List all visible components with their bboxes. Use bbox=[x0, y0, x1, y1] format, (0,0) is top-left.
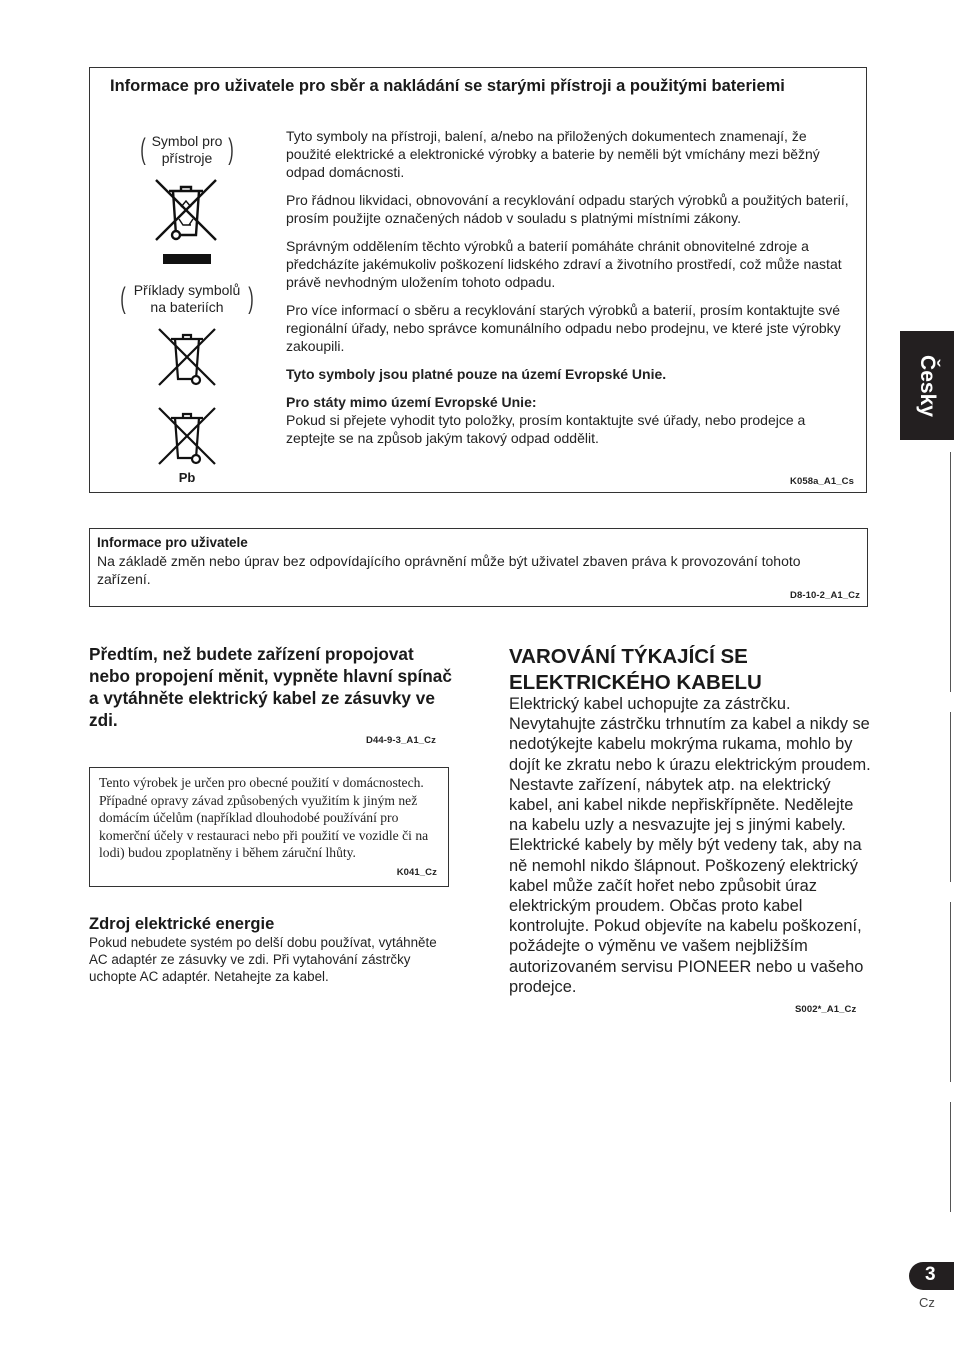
page-number-tab bbox=[909, 1262, 954, 1290]
weee-info-box bbox=[89, 67, 867, 493]
household-use-code: K041_Cz bbox=[396, 867, 437, 878]
weee-non-eu-text: Pokud si přejete vyhodit tyto položky, prosím kontaktujte své úřady, nebo prodejce a zeptejte se na způsob jakým takový odpad oddělit. bbox=[286, 412, 806, 446]
weee-text-column bbox=[286, 127, 852, 457]
page-language-code: Cz bbox=[919, 1295, 935, 1310]
side-divider-1 bbox=[950, 452, 951, 692]
weee-code: K058a_A1_Cs bbox=[790, 476, 854, 487]
page-number: 3 bbox=[925, 1264, 936, 1285]
disconnect-warning-code: D44-9-3_A1_Cz bbox=[366, 735, 436, 746]
weee-paragraph-3: Správným oddělením těchto výrobků a baterií pomáháte chránit obnovitelné zdroje a předcházíte jakémukoliv poškození lidského zdraví a životního prostředí, což může nastat právě nevhodným uložením tohoto odpadu. bbox=[286, 238, 842, 290]
cable-warning-code: S002*_A1_Cz bbox=[795, 1004, 857, 1015]
household-use-text: Tento výrobek je určen pro obecné použití v domácnostech. Případné opravy závad způsobených využitím k jiným než domácím účelům (například dlouhodobé používání pro komerční účely v restauraci nebo při použití ve vozidle či na lodi) budou zpoplatněny i během záruční lhůty. bbox=[99, 775, 429, 861]
pb-label: Pb bbox=[178, 470, 196, 485]
weee-non-eu-heading: Pro státy mimo území Evropské Unie: bbox=[286, 394, 537, 410]
language-tab-label: Česky bbox=[916, 354, 939, 417]
power-source-heading: Zdroj elektrické energie bbox=[89, 915, 275, 933]
disconnect-warning-heading: Předtím, než budete zařízení propojovat nebo propojení měnit, vypněte hlavní spínač a vytáhněte elektrický kabel ze zásuvky ve zdi. bbox=[89, 644, 452, 730]
battery-symbol-caption-line2: na bateriích bbox=[150, 299, 224, 315]
battery-symbol-caption-line1: Příklady symbolů bbox=[133, 282, 241, 298]
battery-bin-icon bbox=[156, 326, 218, 388]
power-source-text: Pokud nebudete systém po delší dobu používat, vytáhněte AC adaptér ze zásuvky ve zdi. Při vytahování zástrčky uchopte AC adaptér. Netahejte za kabel. bbox=[89, 935, 437, 984]
household-use-box bbox=[89, 767, 449, 887]
user-info-text: Na základě změn nebo úprav bez odpovídajícího oprávnění může být uživatel zbaven práva k provozování tohoto zařízení. bbox=[97, 553, 801, 587]
battery-pb-bin-icon bbox=[156, 405, 218, 467]
cable-warning-text: Elektrický kabel uchopujte za zástrčku. Nevytahujte zástrčku trhnutím za kabel a nikdy se nedotýkejte kabelu mokrýma rukama, mohlo by dojít ke zkratu nebo k úrazu elektrickým proudem. Nestavte zařízení, nábytek atp. na elektrický kabel, ani kabel nikde nepřiskřípněte. Nedělejte na kabelu uzly a nesvazujte jej s jinými kabely. Elektrické kabely by měly být vedeny tak, aby na ně nemohl nikdo šlápnout. Poškozený elektrický kabel může začít hořet nebo způsobit úraz elektrickým proudem. Občas proto kabel kontrolujte. Pokud objevíte na kabelu poškození, požádejte o výměnu ve vašem nejbližším autorizovaném servisu PIONEER nebo u vašeho prodejce. bbox=[509, 695, 871, 996]
side-divider-4 bbox=[950, 1102, 951, 1212]
cable-warning-heading-line1: VAROVÁNÍ TÝKAJÍCÍ SE bbox=[509, 645, 748, 668]
weee-paragraph-2: Pro řádnou likvidaci, obnovování a recyklování odpadu starých výrobků a použitých baterií, prosím použijte označených nádob v souladu s platnými místními zákony. bbox=[286, 192, 849, 226]
user-info-title: Informace pro uživatele bbox=[97, 535, 248, 550]
weee-paragraph-1: Tyto symboly na přístroji, balení, a/nebo na přiložených dokumentech znamenají, že použité elektrické a elektronické výrobky a baterie by neměli být vmíchány mezi běžný odpad domácnosti. bbox=[286, 128, 820, 180]
device-symbol-caption-line2: přístroje bbox=[161, 150, 213, 166]
device-symbol-caption: ( Symbol pro přístroje ) bbox=[140, 133, 234, 166]
device-symbol-caption-line1: Symbol pro bbox=[151, 133, 223, 149]
language-tab bbox=[900, 331, 954, 440]
side-divider-2 bbox=[950, 712, 951, 882]
separate-collection-bar bbox=[163, 254, 211, 264]
user-info-code: D8-10-2_A1_Cz bbox=[790, 590, 860, 601]
weee-eu-only: Tyto symboly jsou platné pouze na území Evropské Unie. bbox=[286, 366, 667, 382]
cable-warning-heading bbox=[509, 644, 874, 696]
cable-warning-heading-line2: ELEKTRICKÉHO KABELU bbox=[509, 671, 762, 694]
side-divider-3 bbox=[950, 902, 951, 1082]
user-info-box bbox=[89, 528, 868, 607]
weee-paragraph-4: Pro více informací o sběru a recyklování starých výrobků a baterií, prosím kontaktujte své regionální úřady, nebo správce komunálního odpadu nebo prodejnu, ve které jste výrobky zakoupili. bbox=[286, 302, 841, 354]
crossed-out-wheelie-bin-icon bbox=[153, 177, 219, 243]
battery-symbol-caption: ( Příklady symbolů na bateriích ) bbox=[120, 282, 254, 315]
weee-title: Informace pro uživatele pro sběr a nakládání se starými přístroji a použitými bateriemi bbox=[110, 77, 785, 95]
